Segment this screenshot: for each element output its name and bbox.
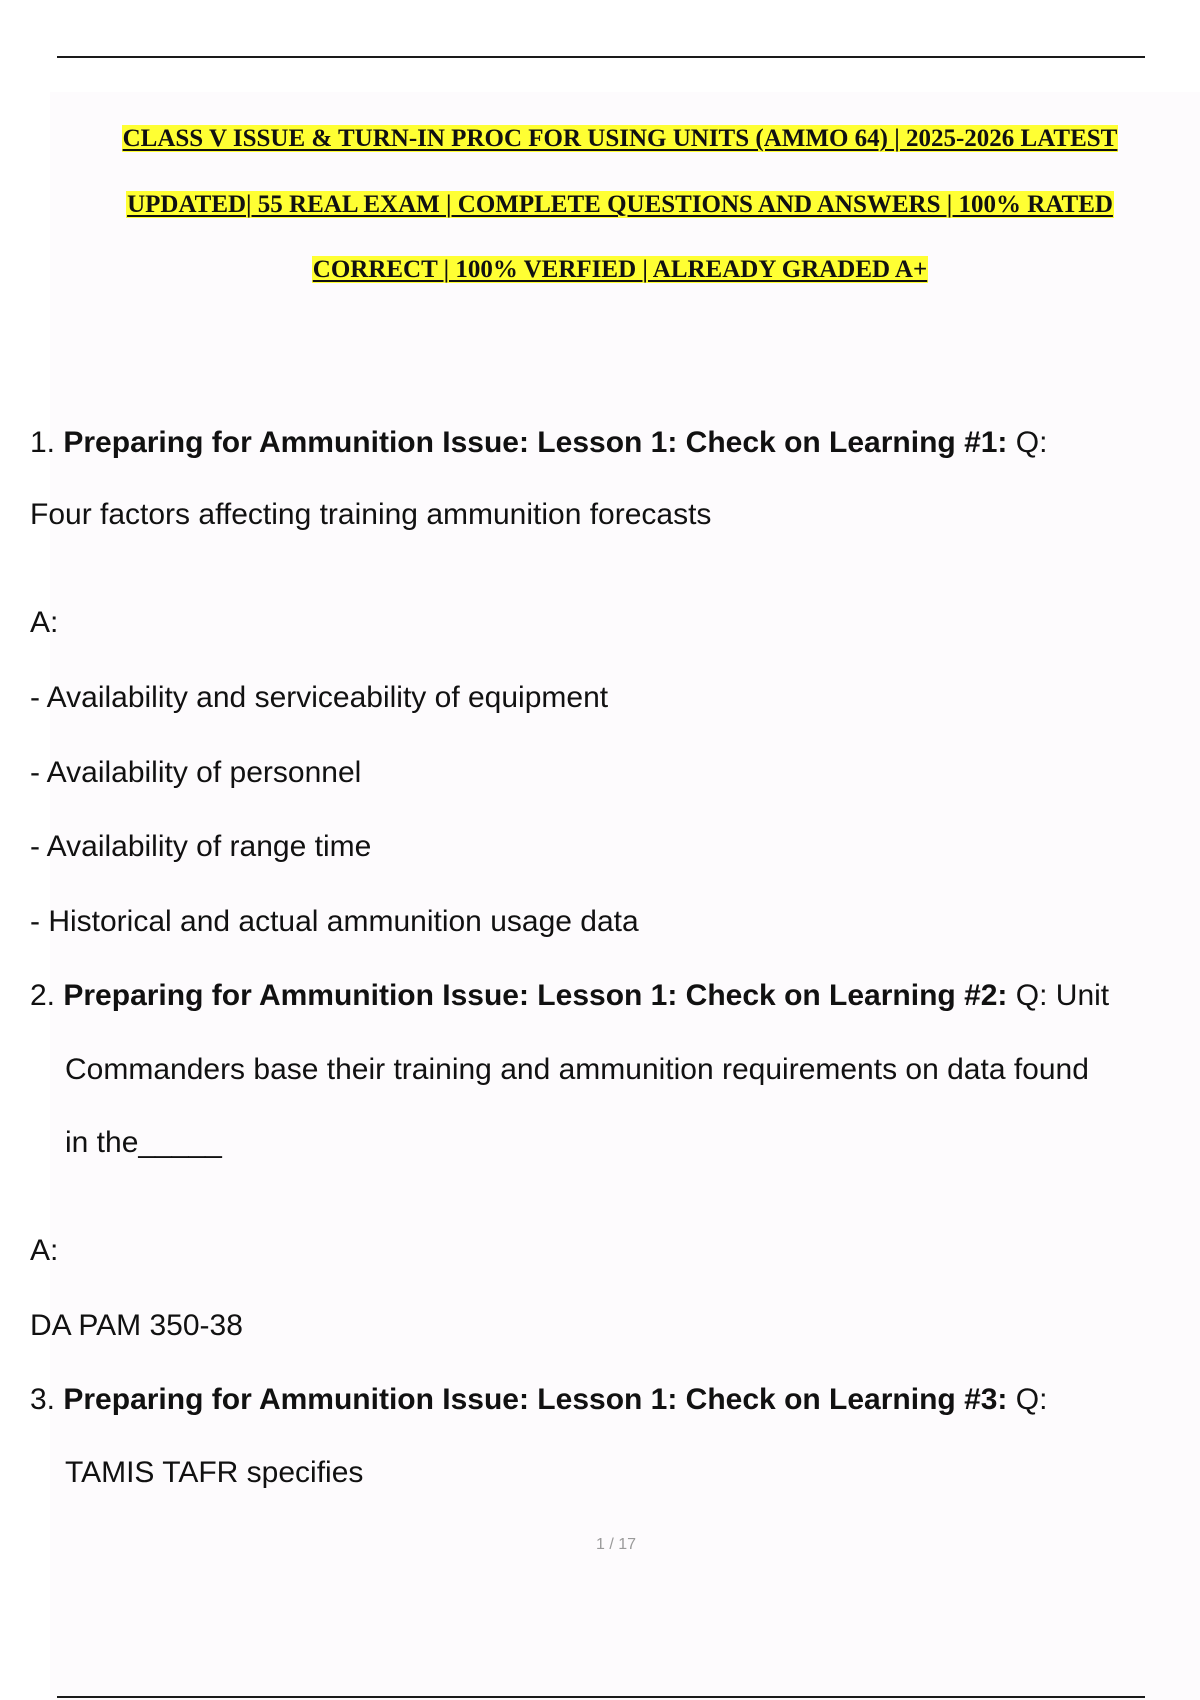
footer-rule	[57, 1696, 1145, 1698]
answer-item: - Historical and actual ammunition usage data	[30, 905, 639, 938]
question-2-text: in the_____	[65, 1126, 222, 1159]
document-title-line-3: CORRECT | 100% VERFIED | ALREADY GRADED A+	[312, 256, 928, 283]
question-3-heading: 3. Preparing for Ammunition Issue: Lesson 1: Check on Learning #3: Q:	[30, 1383, 1048, 1416]
question-3-text: TAMIS TAFR specifies	[65, 1456, 364, 1489]
page-indicator: 1 / 17	[595, 1536, 637, 1553]
answer-item: DA PAM 350-38	[30, 1309, 243, 1342]
answer-item: - Availability of range time	[30, 830, 372, 863]
header-rule	[57, 56, 1145, 58]
document-title-line-1: CLASS V ISSUE & TURN-IN PROC FOR USING UNITS (AMMO 64) | 2025-2026 LATEST	[122, 125, 1118, 152]
question-1-heading: 1. Preparing for Ammunition Issue: Lesson 1: Check on Learning #1: Q:	[30, 426, 1048, 459]
answer-item: - Availability of personnel	[30, 756, 362, 789]
question-2-text: Commanders base their training and ammunition requirements on data found	[65, 1053, 1089, 1086]
answer-label: A:	[30, 606, 59, 639]
question-1-text: Four factors affecting training ammunition forecasts	[30, 498, 712, 531]
answer-item: - Availability and serviceability of equipment	[30, 681, 609, 714]
document-title-line-2: UPDATED| 55 REAL EXAM | COMPLETE QUESTIONS AND ANSWERS | 100% RATED	[127, 191, 1113, 218]
answer-label: A:	[30, 1234, 59, 1267]
question-2-heading: 2. Preparing for Ammunition Issue: Lesson 1: Check on Learning #2: Q: Unit	[30, 979, 1110, 1012]
